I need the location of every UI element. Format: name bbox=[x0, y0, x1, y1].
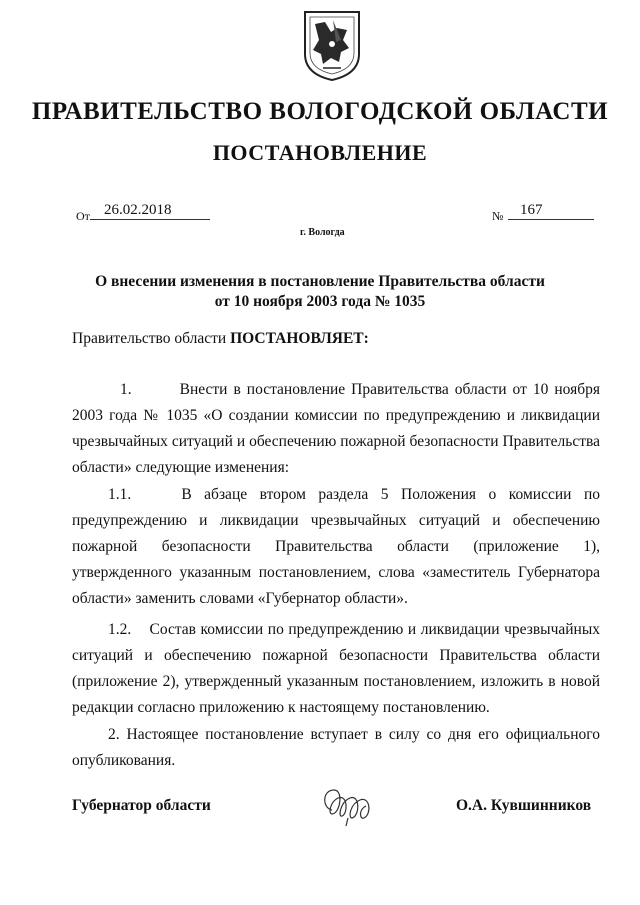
signatory-name: О.А. Кувшинников bbox=[456, 797, 592, 814]
paragraph-2: 2. Настоящее постановление вступает в силу со дня его официального опубликования. bbox=[72, 726, 600, 769]
document-city: г. Вологда bbox=[300, 227, 345, 238]
coat-of-arms-emblem bbox=[303, 10, 361, 82]
organization-title: ПРАВИТЕЛЬСТВО ВОЛОГОДСКОЙ ОБЛАСТИ bbox=[31, 98, 609, 125]
handwritten-signature bbox=[318, 780, 380, 828]
subject-line-1: О внесении изменения в постановление Правительства области bbox=[95, 273, 545, 290]
subject-line-2: от 10 ноября 2003 года № 1035 bbox=[214, 293, 426, 310]
signatory-title: Губернатор области bbox=[72, 797, 211, 814]
number-prefix: № bbox=[492, 209, 504, 223]
paragraph-1-2: 1.2. Состав комиссии по предупреждению и ликвидации чрезвычайных ситуаций и обеспечению пожарной безопасности Правительства области (приложение 2), утвержденный указанным постановлением, изложить в новой редакции согласно приложению к настоящему постановлению. bbox=[72, 621, 604, 716]
preamble-text: Правительство области bbox=[72, 330, 227, 347]
document-subject bbox=[0, 272, 640, 312]
paragraph-1-1: 1.1. В абзаце втором раздела 5 Положения о комиссии по предупреждению и ликвидации чрезвычайных ситуаций и обеспечению пожарной безопасности Правительства области (приложение 1), утвержденного указанным постановлением, слова «заместитель Губернатора области» заменить словами «Губернатор области». bbox=[72, 486, 604, 607]
document-date: 26.02.2018 bbox=[90, 202, 210, 220]
date-prefix: От bbox=[76, 209, 90, 223]
paragraph-1: 1. Внести в постановление Правительства области от 10 ноября 2003 года № 1035 «О создании комиссии по предупреждению и ликвидации чрезвычайных ситуаций и обеспечению пожарной безопасности Правительства области» следующие изменения: bbox=[72, 381, 604, 476]
document-number: 167 bbox=[508, 202, 594, 220]
document-type-title: ПОСТАНОВЛЕНИЕ bbox=[212, 140, 428, 165]
preamble-verb: ПОСТАНОВЛЯЕТ: bbox=[230, 330, 369, 347]
preamble bbox=[72, 330, 369, 348]
